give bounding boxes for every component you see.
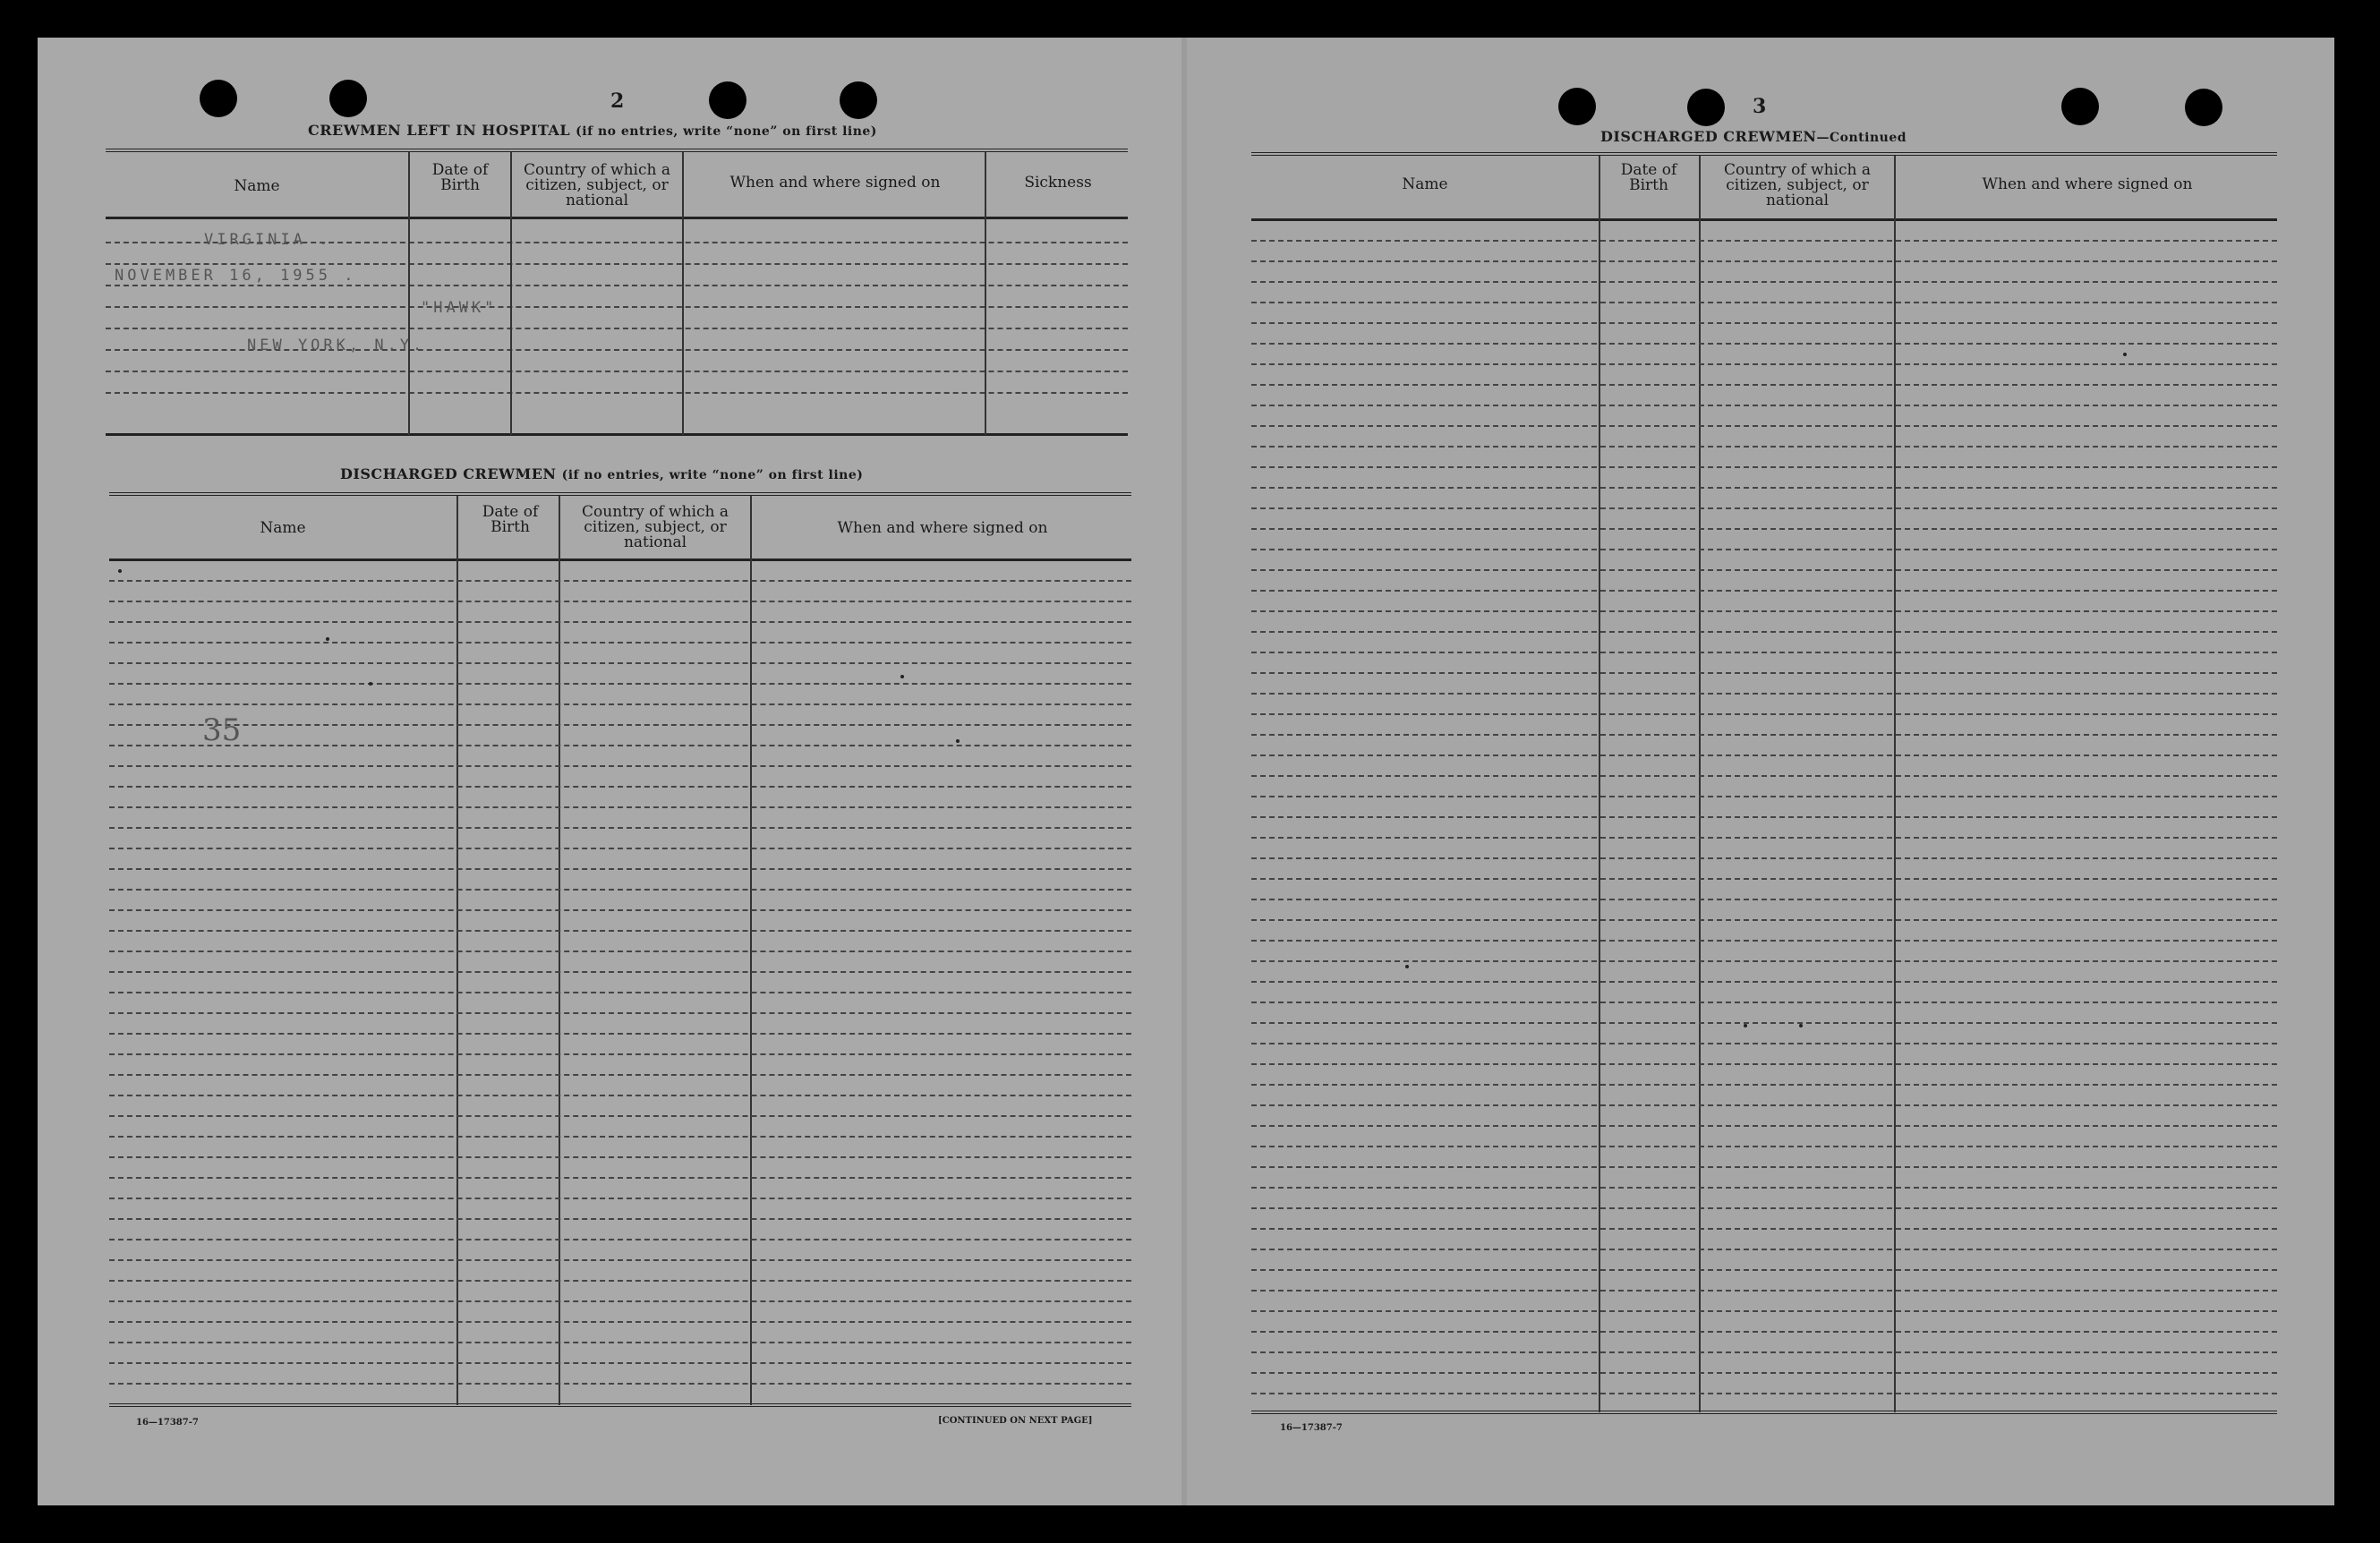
ruled-line — [109, 580, 1131, 582]
ruled-line — [109, 1218, 1131, 1220]
ink-dot — [1799, 1024, 1803, 1027]
ruled-line — [109, 868, 1131, 870]
header-rule — [1251, 218, 2277, 221]
ruled-line — [109, 1321, 1131, 1323]
ink-dot — [900, 675, 904, 678]
ruled-line — [1251, 260, 2277, 262]
ruled-line — [1251, 734, 2277, 736]
table-top-rule — [1251, 152, 2277, 156]
ruled-line — [109, 1342, 1131, 1343]
ruled-line — [1251, 528, 2277, 530]
ruled-line — [109, 1095, 1131, 1096]
ruled-line — [109, 909, 1131, 911]
bleed-through-text: "HAWK" — [421, 299, 498, 317]
ruled-line — [1251, 322, 2277, 324]
punch-hole — [709, 81, 746, 119]
ruled-line — [1251, 1290, 2277, 1292]
ruled-line — [1251, 240, 2277, 242]
ruled-line — [1251, 1104, 2277, 1106]
section-note: (if no entries, write “none” on first line) — [561, 468, 864, 482]
ruled-line — [109, 765, 1131, 767]
ruled-line — [109, 1156, 1131, 1158]
punch-hole — [1558, 88, 1596, 125]
page-number: 3 — [1753, 95, 1767, 118]
bleed-through-text: VIRGINIA . — [204, 231, 332, 249]
ruled-line — [1251, 1331, 2277, 1333]
punch-hole — [2061, 88, 2099, 125]
hospital-table — [106, 149, 1128, 439]
punch-hole — [840, 81, 877, 119]
ruled-line — [1251, 1022, 2277, 1024]
ruled-line — [1251, 919, 2277, 921]
ruled-line — [1251, 425, 2277, 427]
ruled-line — [1251, 1187, 2277, 1189]
table-top-rule — [106, 149, 1128, 152]
ruled-line — [1251, 1393, 2277, 1394]
form-number: 16—17387-7 — [1280, 1423, 1343, 1433]
column-header-signed-on: When and where signed on — [1982, 175, 2193, 193]
ink-dot — [326, 637, 329, 641]
ruled-line — [1251, 405, 2277, 406]
ruled-line — [109, 1177, 1131, 1179]
ruled-line — [1251, 775, 2277, 777]
section-title-text: DISCHARGED CREWMEN — [340, 465, 557, 482]
section-title-text: CREWMEN LEFT IN HOSPITAL — [308, 122, 571, 139]
ruled-line — [1251, 569, 2277, 571]
ruled-line — [1251, 281, 2277, 283]
ruled-line — [1251, 1269, 2277, 1271]
ruled-line — [1251, 1166, 2277, 1168]
ruled-line — [1251, 487, 2277, 489]
section-title-text: DISCHARGED CREWMEN — [1600, 128, 1817, 145]
ruled-line — [109, 1300, 1131, 1302]
ruled-line — [109, 1280, 1131, 1282]
ruled-line — [1251, 1310, 2277, 1312]
ink-dot — [369, 682, 372, 686]
ruled-line — [1251, 507, 2277, 509]
ruled-line — [1251, 713, 2277, 715]
ruled-line — [1251, 899, 2277, 900]
ink-dot — [956, 739, 960, 743]
ruled-line — [1251, 363, 2277, 365]
column-header-country: Country of which a citizen, subject, or national — [524, 161, 670, 209]
section-title-hospital — [308, 122, 877, 139]
ruled-line — [1251, 1043, 2277, 1044]
ruled-line — [1251, 631, 2277, 633]
section-title-discharged-continued — [1600, 128, 1907, 145]
ruled-line — [109, 1383, 1131, 1385]
ruled-line — [109, 992, 1131, 993]
ruled-line — [109, 1012, 1131, 1014]
column-header-name: Name — [1402, 175, 1448, 193]
header-rule — [106, 217, 1128, 219]
ruled-line — [1251, 816, 2277, 818]
ruled-line — [1251, 302, 2277, 303]
ruled-line — [1251, 549, 2277, 550]
column-header-name: Name — [260, 519, 306, 537]
column-header-sickness: Sickness — [1024, 174, 1092, 192]
ink-dot — [1744, 1024, 1747, 1027]
page-number: 2 — [610, 90, 625, 113]
ruled-line — [1251, 1125, 2277, 1127]
ruled-line — [1251, 1084, 2277, 1086]
ruled-line — [109, 683, 1131, 685]
punch-hole — [2185, 89, 2222, 126]
discharged-continued-table — [1251, 152, 2277, 1416]
ruled-line — [109, 601, 1131, 602]
ruled-line — [109, 1115, 1131, 1117]
column-header-date-of-birth: Date of Birth — [431, 161, 489, 194]
bleed-through-text: NOVEMBER 16, 1955 . — [115, 267, 357, 285]
table-bottom-rule — [106, 433, 1128, 436]
ruled-line — [109, 1074, 1131, 1076]
ruled-line — [109, 642, 1131, 644]
ruled-line — [109, 848, 1131, 849]
ruled-line — [1251, 754, 2277, 756]
section-continued: —Continued — [1816, 131, 1907, 145]
column-header-country: Country of which a citizen, subject, or national — [1724, 161, 1871, 209]
ruled-line — [109, 951, 1131, 952]
ruled-line — [109, 1239, 1131, 1240]
section-title-discharged — [340, 465, 863, 482]
ruled-line — [1251, 693, 2277, 695]
bleed-through-text: NEW YORK, N.Y. — [247, 337, 426, 354]
ruled-line — [1251, 466, 2277, 468]
ruled-line — [1251, 1228, 2277, 1230]
ruled-line — [109, 662, 1131, 664]
form-number: 16—17387-7 — [136, 1418, 199, 1428]
ruled-line — [1251, 343, 2277, 345]
ruled-line — [109, 1362, 1131, 1364]
punch-hole — [329, 80, 367, 117]
ruled-line — [1251, 1351, 2277, 1353]
ruled-line — [1251, 384, 2277, 386]
section-note: (if no entries, write “none” on first line) — [576, 124, 877, 139]
ruled-line — [1251, 446, 2277, 448]
ruled-line — [1251, 1063, 2277, 1065]
ruled-line — [1251, 652, 2277, 653]
ruled-line — [109, 930, 1131, 932]
ruled-line — [109, 621, 1131, 623]
table-bottom-rule — [1251, 1411, 2277, 1414]
column-header-signed-on: When and where signed on — [837, 519, 1048, 537]
ruled-line — [109, 1053, 1131, 1055]
ruled-line — [109, 1198, 1131, 1199]
ruled-line — [1251, 672, 2277, 674]
pencil-annotation: 35 — [202, 712, 242, 748]
ruled-line — [1251, 1146, 2277, 1147]
ruled-line — [1251, 960, 2277, 962]
ruled-line — [109, 971, 1131, 973]
ruled-line — [109, 806, 1131, 808]
table-top-rule — [109, 492, 1131, 496]
column-header-signed-on: When and where signed on — [729, 174, 941, 192]
ruled-line — [109, 889, 1131, 891]
ruled-line — [1251, 1249, 2277, 1250]
ruled-line — [1251, 878, 2277, 880]
ruled-line — [109, 703, 1131, 705]
ruled-line — [109, 724, 1131, 726]
column-header-country: Country of which a citizen, subject, or national — [582, 503, 729, 551]
ruled-line — [1251, 981, 2277, 983]
ink-dot — [2123, 353, 2127, 356]
punch-hole — [1687, 89, 1725, 126]
ruled-line — [1251, 1002, 2277, 1003]
ink-dot — [118, 569, 122, 573]
ink-dot — [1405, 965, 1409, 968]
ruled-line — [1251, 1372, 2277, 1374]
ruled-line — [1251, 590, 2277, 592]
ruled-line — [109, 1259, 1131, 1261]
punch-hole — [200, 80, 237, 117]
ruled-line — [1251, 796, 2277, 797]
ruled-line — [1251, 857, 2277, 859]
ruled-line — [1251, 610, 2277, 612]
table-bottom-rule — [109, 1403, 1131, 1407]
ruled-line — [109, 1136, 1131, 1138]
column-header-name: Name — [234, 177, 280, 195]
ruled-line — [109, 827, 1131, 829]
ruled-line — [1251, 940, 2277, 942]
column-header-date-of-birth: Date of Birth — [1620, 161, 1677, 194]
discharged-table — [109, 492, 1131, 1409]
ruled-line — [1251, 837, 2277, 839]
page-fold — [1181, 38, 1187, 1505]
ruled-line — [1251, 1207, 2277, 1209]
header-rule — [109, 558, 1131, 561]
continued-note: [CONTINUED ON NEXT PAGE] — [938, 1416, 1093, 1426]
column-header-date-of-birth: Date of Birth — [482, 503, 539, 536]
ruled-line — [109, 1033, 1131, 1035]
ruled-line — [109, 786, 1131, 788]
ruled-line — [109, 745, 1131, 746]
